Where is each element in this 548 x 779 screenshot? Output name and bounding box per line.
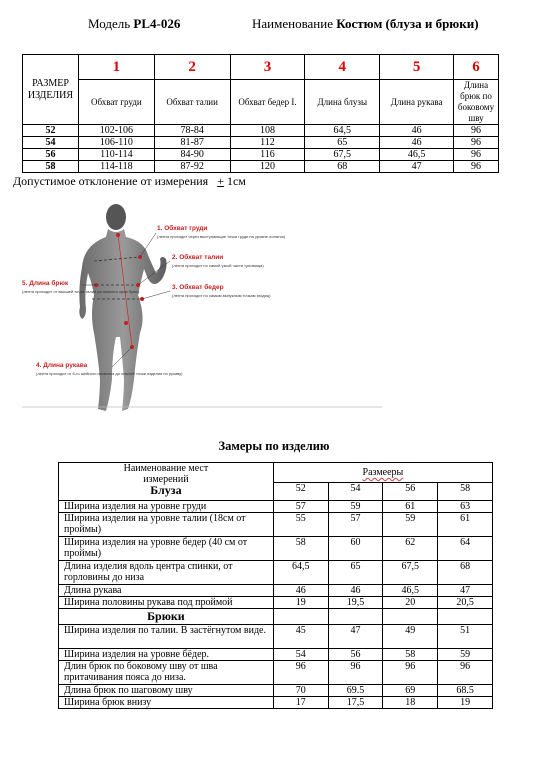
measure-value: 63 bbox=[438, 501, 493, 513]
measure-row bbox=[59, 685, 493, 697]
section-pants: Брюки bbox=[59, 609, 274, 625]
tolerance-text: Допустимое отклонение от измерения bbox=[13, 174, 209, 188]
value-cell: 84-90 bbox=[154, 149, 230, 161]
measure-value: 18 bbox=[383, 697, 438, 709]
size-header: 58 bbox=[438, 483, 493, 501]
label-pants-note: (лента проходит от высшей точки талии до нижнего края брюк) bbox=[22, 289, 140, 294]
model-heading bbox=[88, 16, 180, 32]
column-header: Длина блузы bbox=[305, 80, 380, 125]
column-header: Обхват талии bbox=[154, 80, 230, 125]
size-header: 54 bbox=[328, 483, 383, 501]
measure-value: 46 bbox=[328, 585, 383, 597]
value-cell: 120 bbox=[230, 161, 305, 173]
value-cell: 67,5 bbox=[305, 149, 380, 161]
size-header-cell: РАЗМЕР ИЗДЕЛИЯ bbox=[23, 55, 79, 125]
figure-label-waist bbox=[172, 253, 264, 268]
label-pants-title: 5. Длина брюк bbox=[22, 280, 69, 287]
label-hips-title: 3. Обхват бедер bbox=[172, 284, 224, 291]
measure-value: 62 bbox=[383, 537, 438, 561]
measure-value: 68 bbox=[438, 561, 493, 585]
value-cell: 81-87 bbox=[154, 137, 230, 149]
measure-value: 96 bbox=[328, 661, 383, 685]
measure-label: Длина рукава bbox=[59, 585, 274, 597]
measure-label: Ширина изделия на уровне бедер (40 см от проймы) bbox=[59, 537, 274, 561]
measure-value: 46,5 bbox=[383, 585, 438, 597]
value-cell: 47 bbox=[380, 161, 454, 173]
value-cell: 96 bbox=[454, 137, 499, 149]
measure-value: 20 bbox=[383, 597, 438, 609]
measure-value: 64 bbox=[438, 537, 493, 561]
body-silhouette bbox=[79, 204, 166, 411]
measure-value: 49 bbox=[383, 625, 438, 649]
column-number: 3 bbox=[230, 55, 305, 80]
figure-label-chest bbox=[157, 224, 286, 239]
value-cell: 46,5 bbox=[380, 149, 454, 161]
size-cell: 58 bbox=[23, 161, 79, 173]
name-prefix: Наименование bbox=[252, 16, 337, 31]
label-sleeve-note: (лента проходит от 6-го шейного позвонка до нижней точки изделия по рукаву) bbox=[36, 371, 183, 376]
measure-row bbox=[59, 513, 493, 537]
value-cell: 96 bbox=[454, 161, 499, 173]
measure-value: 60 bbox=[328, 537, 383, 561]
measure-row bbox=[59, 661, 493, 685]
measure-label: Ширина изделия на уровне груди bbox=[59, 501, 274, 513]
measure-value: 47 bbox=[438, 585, 493, 597]
measure-label: Ширина половины рукава под проймой bbox=[59, 597, 274, 609]
measure-label: Ширина брюк внизу bbox=[59, 697, 274, 709]
column-number: 5 bbox=[380, 55, 454, 80]
value-cell: 64,5 bbox=[305, 125, 380, 137]
value-cell: 46 bbox=[380, 137, 454, 149]
measure-value: 59 bbox=[383, 513, 438, 537]
label-sleeve-title: 4. Длина рукава bbox=[36, 362, 88, 369]
plus-minus-sign: + bbox=[217, 174, 224, 188]
measurement-figure bbox=[22, 197, 382, 427]
section-row bbox=[59, 609, 493, 625]
value-cell: 114-118 bbox=[78, 161, 154, 173]
tolerance-value: 1см bbox=[226, 174, 246, 188]
column-header: Обхват бедер I. bbox=[230, 80, 305, 125]
column-number: 1 bbox=[78, 55, 154, 80]
model-prefix: Модель bbox=[88, 16, 134, 31]
measure-value: 55 bbox=[273, 513, 328, 537]
measure-value: 45 bbox=[273, 625, 328, 649]
value-cell: 102-106 bbox=[78, 125, 154, 137]
value-cell: 112 bbox=[230, 137, 305, 149]
section-blouse: Блуза bbox=[150, 483, 182, 497]
measure-row bbox=[59, 697, 493, 709]
figure-label-hips bbox=[172, 283, 271, 298]
measurements-table bbox=[58, 462, 493, 709]
value-cell: 65 bbox=[305, 137, 380, 149]
label-waist-title: 2. Обхват талии bbox=[172, 254, 224, 261]
size-row bbox=[23, 125, 499, 137]
measure-value: 58 bbox=[273, 537, 328, 561]
measure-value: 56 bbox=[328, 649, 383, 661]
measure-value: 68.5 bbox=[438, 685, 493, 697]
measure-label: Ширина изделия по талии. В застёгнутом виде. bbox=[59, 625, 274, 649]
measure-value: 96 bbox=[383, 661, 438, 685]
measure-value: 59 bbox=[438, 649, 493, 661]
measure-value: 61 bbox=[383, 501, 438, 513]
value-cell: 110-114 bbox=[78, 149, 154, 161]
measure-value: 47 bbox=[328, 625, 383, 649]
measure-row bbox=[59, 597, 493, 609]
column-header: Обхват груди bbox=[78, 80, 154, 125]
value-cell: 106-110 bbox=[78, 137, 154, 149]
model-code: PL4-026 bbox=[133, 16, 181, 31]
measure-row bbox=[59, 537, 493, 561]
sizes-header-cell bbox=[273, 463, 492, 483]
empty-cell bbox=[328, 609, 383, 625]
product-name: Костюм (блуза и брюки) bbox=[336, 16, 479, 31]
measure-value: 17 bbox=[273, 697, 328, 709]
measure-row bbox=[59, 585, 493, 597]
measure-value: 69.5 bbox=[328, 685, 383, 697]
size-cell: 52 bbox=[23, 125, 79, 137]
value-cell: 87-92 bbox=[154, 161, 230, 173]
measure-value: 64,5 bbox=[273, 561, 328, 585]
measure-label: Ширина изделия на уровне бёдер. bbox=[59, 649, 274, 661]
column-number: 4 bbox=[305, 55, 380, 80]
measure-row bbox=[59, 501, 493, 513]
measure-label: Длина брюк по шаговому шву bbox=[59, 685, 274, 697]
value-cell: 96 bbox=[454, 125, 499, 137]
sizes-title: Размееры bbox=[362, 467, 404, 478]
size-row bbox=[23, 161, 499, 173]
measure-value: 19 bbox=[438, 697, 493, 709]
measure-row bbox=[59, 649, 493, 661]
size-header: 52 bbox=[273, 483, 328, 501]
measure-value: 65 bbox=[328, 561, 383, 585]
measure-row bbox=[59, 625, 493, 649]
column-header: Длина брюк по боковому шву bbox=[454, 80, 499, 125]
size-chart-table bbox=[22, 54, 499, 173]
measure-value: 17,5 bbox=[328, 697, 383, 709]
measure-row bbox=[59, 561, 493, 585]
value-cell: 78-84 bbox=[154, 125, 230, 137]
column-number: 6 bbox=[454, 55, 499, 80]
measure-value: 69 bbox=[383, 685, 438, 697]
measure-value: 46 bbox=[273, 585, 328, 597]
column-header: Длина рукава bbox=[380, 80, 454, 125]
measure-value: 51 bbox=[438, 625, 493, 649]
value-cell: 46 bbox=[380, 125, 454, 137]
label-chest-note: (лента проходит через выступающие точки груди на уровне лопаток) bbox=[157, 234, 286, 239]
column-number: 2 bbox=[154, 55, 230, 80]
label-hips-note: (лента проходит по самым выпуклым точкам ягодиц) bbox=[172, 293, 271, 298]
measure-value: 70 bbox=[273, 685, 328, 697]
value-cell: 68 bbox=[305, 161, 380, 173]
value-cell: 108 bbox=[230, 125, 305, 137]
size-row bbox=[23, 137, 499, 149]
measurements-title: Замеры по изделию bbox=[218, 439, 330, 453]
measure-label: Длина изделия вдоль центра спинки, от горловины до низа bbox=[59, 561, 274, 585]
measure-value: 20,5 bbox=[438, 597, 493, 609]
size-row bbox=[23, 149, 499, 161]
empty-cell bbox=[383, 609, 438, 625]
measure-value: 96 bbox=[273, 661, 328, 685]
empty-cell bbox=[273, 609, 328, 625]
measure-label: Ширина изделия на уровне талии (18см от проймы) bbox=[59, 513, 274, 537]
measure-value: 19,5 bbox=[328, 597, 383, 609]
measure-value: 96 bbox=[438, 661, 493, 685]
product-name-heading bbox=[252, 16, 479, 32]
measure-value: 67,5 bbox=[383, 561, 438, 585]
measure-label: Длин брюк по боковому шву от шва притачивания пояса до низа. bbox=[59, 661, 274, 685]
empty-cell bbox=[438, 609, 493, 625]
measure-value: 61 bbox=[438, 513, 493, 537]
label-waist-note: (лента проходит по самой узкой части туловища) bbox=[172, 263, 264, 268]
measure-value: 58 bbox=[383, 649, 438, 661]
size-cell: 54 bbox=[23, 137, 79, 149]
label-chest-title: 1. Обхват груди bbox=[157, 225, 208, 232]
size-cell: 56 bbox=[23, 149, 79, 161]
measure-value: 57 bbox=[328, 513, 383, 537]
measure-value: 54 bbox=[273, 649, 328, 661]
measure-value: 59 bbox=[328, 501, 383, 513]
value-cell: 116 bbox=[230, 149, 305, 161]
size-header: 56 bbox=[383, 483, 438, 501]
value-cell: 96 bbox=[454, 149, 499, 161]
measure-header-label: Наименование мест измерений bbox=[123, 463, 209, 485]
measure-value: 57 bbox=[273, 501, 328, 513]
tolerance-note bbox=[13, 174, 246, 189]
measure-value: 19 bbox=[273, 597, 328, 609]
measure-header-cell bbox=[59, 463, 274, 501]
